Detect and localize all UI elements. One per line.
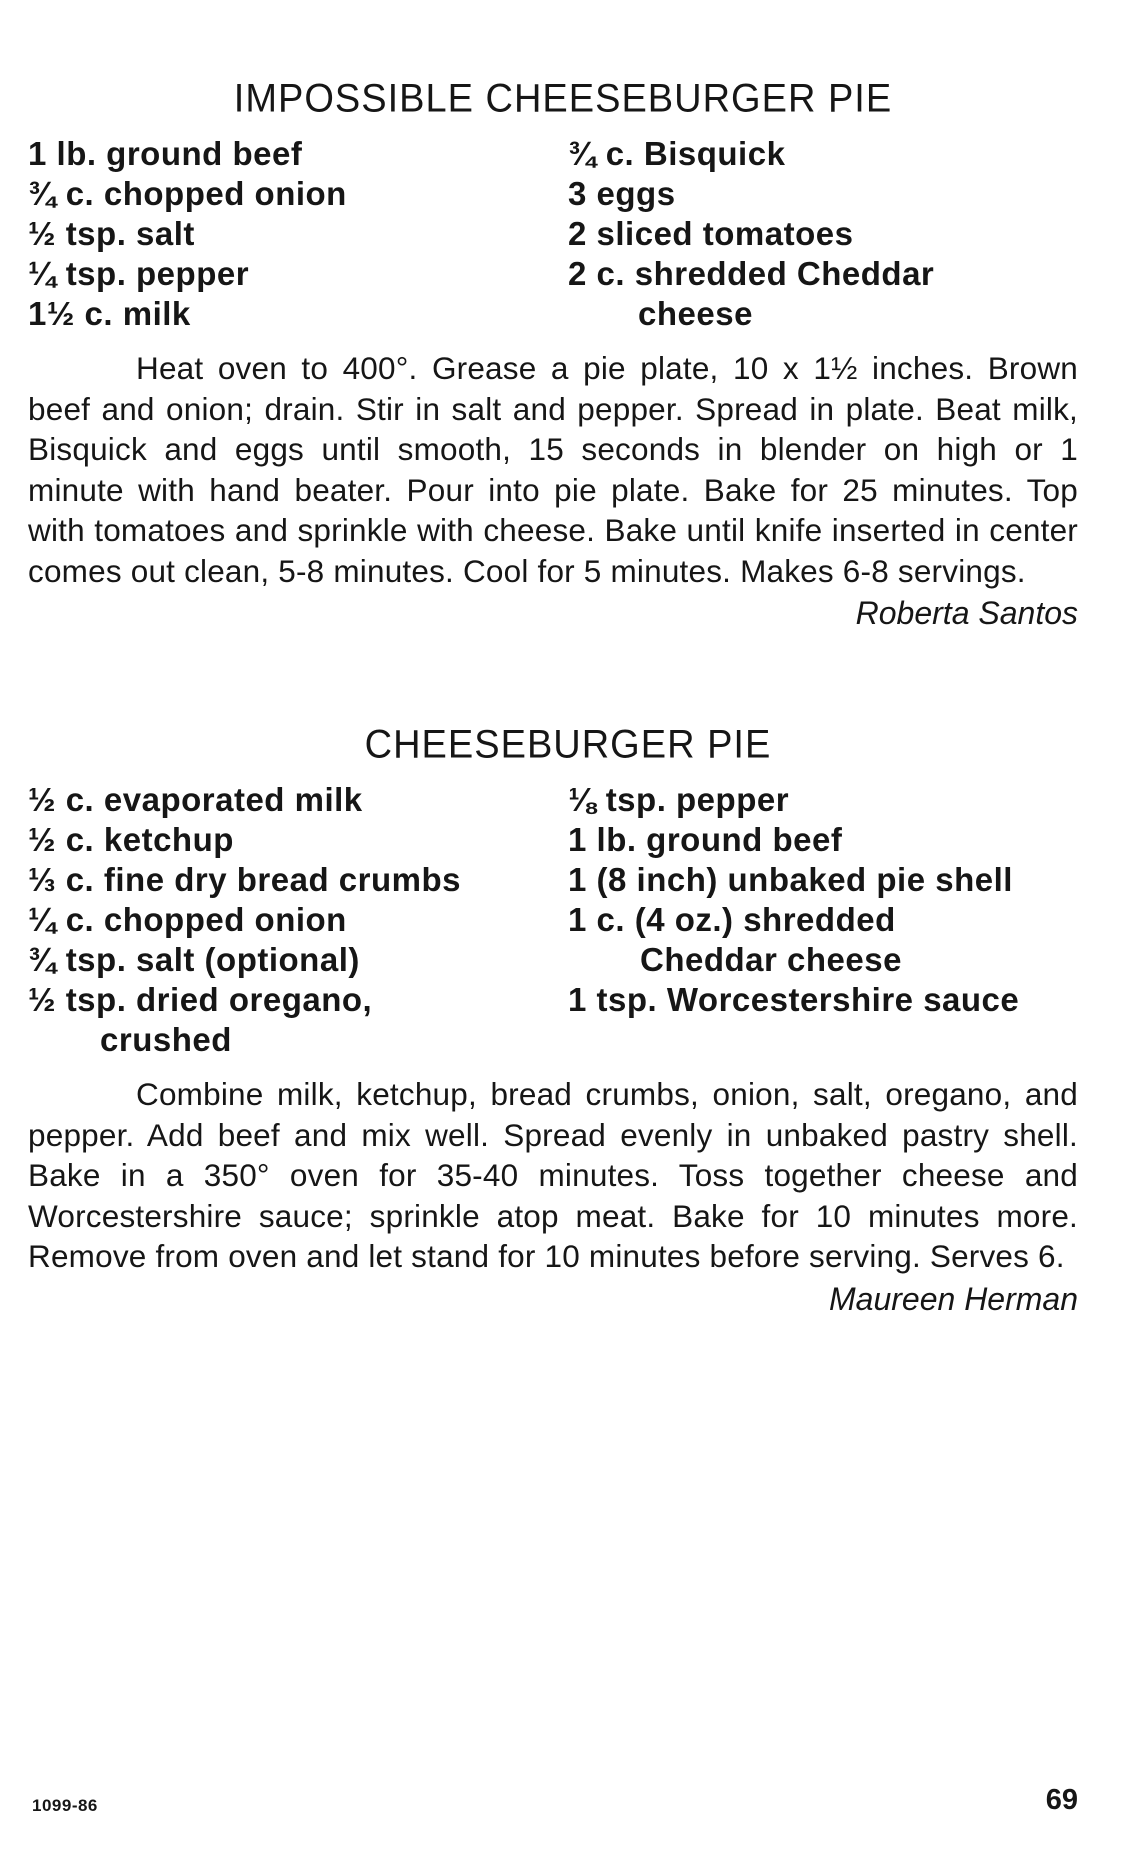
ingredient-item: ½ tsp. salt <box>28 215 195 252</box>
recipe-author: Maureen Herman <box>829 1280 1078 1317</box>
ingredient-item: ¼ c. chopped onion <box>28 901 347 938</box>
ingredient-item: 2 c. shredded Cheddar <box>568 255 935 292</box>
ingredient-item-continuation: crushed <box>100 1021 232 1058</box>
recipe-instructions: Heat oven to 400°. Grease a pie plate, 10 x 1½ inches. Brown beef and onion; drain. Stir in salt and pepper. Spread in plate. Beat milk, Bisquick and eggs until smooth, 15 seconds in blender on high or 1 minute with hand beater. Pour into pie plate. Bake for 25 minutes. Top with tomatoes and sprinkle with cheese. Bake until knife inserted in center comes out clean, 5-8 minutes. Cool for 5 minutes. Makes 6-8 servings. <box>28 350 1078 589</box>
recipe-author: Roberta Santos <box>855 595 1078 631</box>
ingredients-left-column <box>28 134 568 334</box>
ingredient-item: 1 lb. ground beef <box>28 135 303 172</box>
ingredient-item-continuation: cheese <box>638 295 753 332</box>
ingredient-item: ¾ c. chopped onion <box>28 175 347 212</box>
ingredient-item: 1 c. (4 oz.) shredded <box>568 901 896 938</box>
recipe-instructions: Combine milk, ketchup, bread crumbs, onion, salt, oregano, and pepper. Add beef and mix well. Spread evenly in unbaked pastry shell. Bake in a 350° oven for 35-40 minutes. Toss together cheese and Worcestershire sauce; sprinkle atop meat. Bake for 10 minutes more. Remove from oven and let stand for 10 minutes before serving. Serves 6. <box>28 1076 1078 1274</box>
print-code: 1099-86 <box>32 1796 98 1815</box>
recipe-cheeseburger-pie <box>28 722 1078 1319</box>
ingredient-item: ⅓ c. fine dry bread crumbs <box>28 861 461 898</box>
ingredient-item-continuation: Cheddar cheese <box>640 941 902 978</box>
ingredient-item: ¾ c. Bisquick <box>568 135 786 172</box>
ingredient-item: 1 tsp. Worcestershire sauce <box>568 981 1020 1018</box>
ingredients-right-column <box>568 780 1068 1060</box>
ingredient-item: 2 sliced tomatoes <box>568 215 854 252</box>
ingredients-left-column <box>28 780 568 1060</box>
ingredient-item: ¾ tsp. salt (optional) <box>28 941 360 978</box>
ingredients-right-column <box>568 134 1068 334</box>
ingredient-item: 1½ c. milk <box>28 295 191 332</box>
ingredients-list <box>28 780 1078 1060</box>
ingredient-item: ¼ tsp. pepper <box>28 255 250 292</box>
page-number: 69 <box>1045 1784 1078 1816</box>
ingredient-item: ½ c. evaporated milk <box>28 781 363 818</box>
ingredients-list <box>28 134 1078 334</box>
recipe-impossible-cheeseburger-pie <box>28 76 1078 633</box>
recipe-title: CHEESEBURGER PIE <box>364 722 772 768</box>
ingredient-item: ½ c. ketchup <box>28 821 234 858</box>
ingredient-item: ⅛ tsp. pepper <box>568 781 790 818</box>
recipe-title: IMPOSSIBLE CHEESEBURGER PIE <box>233 76 893 122</box>
ingredient-item: 1 (8 inch) unbaked pie shell <box>568 861 1013 898</box>
ingredient-item: 3 eggs <box>568 175 676 212</box>
ingredient-item: 1 lb. ground beef <box>568 821 843 858</box>
ingredient-item: ½ tsp. dried oregano, <box>28 981 373 1018</box>
